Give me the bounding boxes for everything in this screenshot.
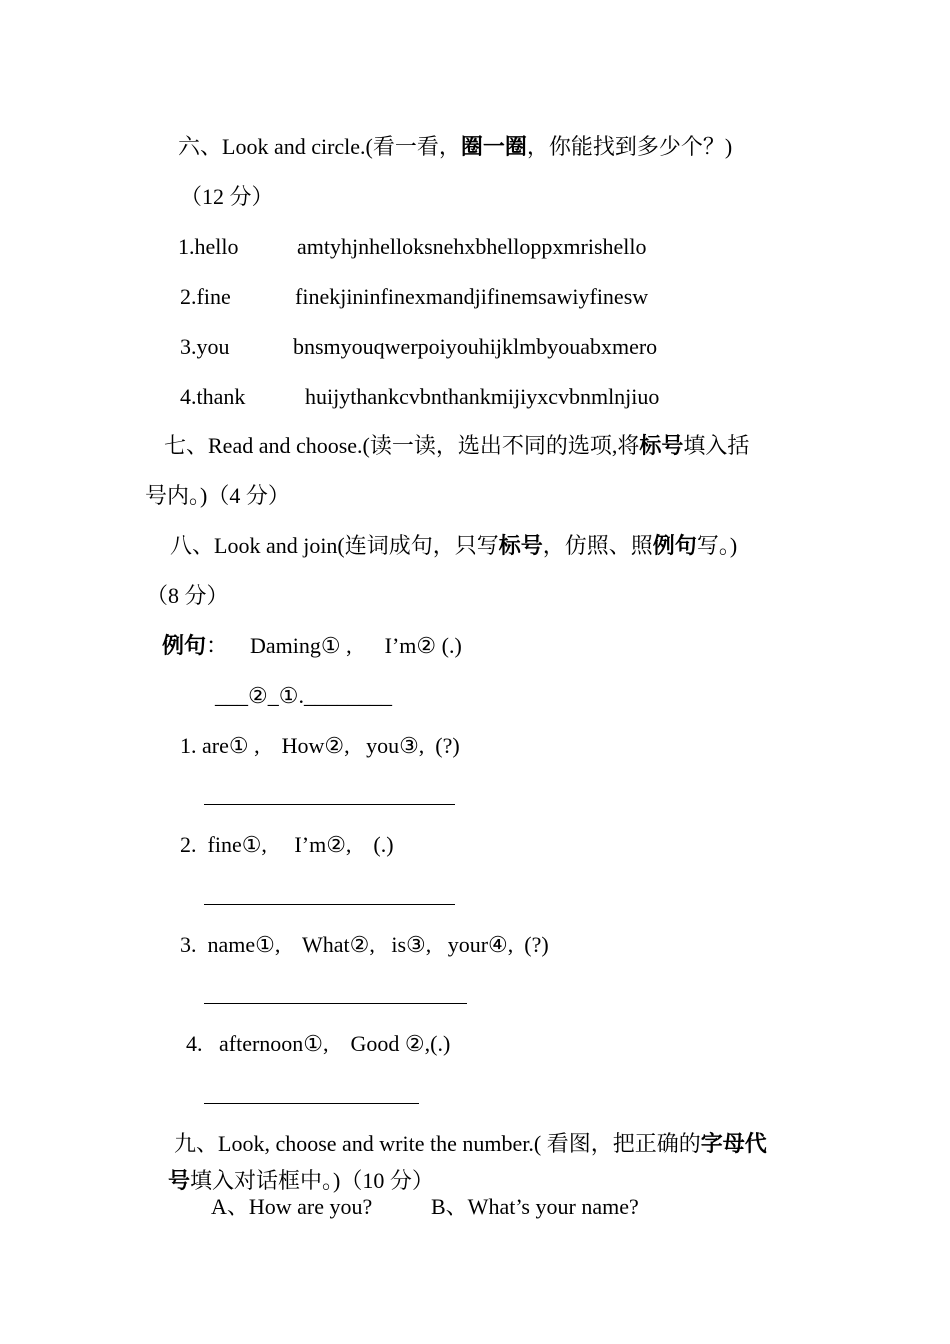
- sec6-item-word: 2.fine: [180, 284, 231, 309]
- sec6-item-letters: finekjininfinexmandjifinemsawiyfinesw: [295, 284, 649, 309]
- sec8-example-answer: ___②_①.________: [215, 683, 392, 708]
- sec8-example: 例句： Daming① , I’m② (.): [162, 633, 462, 658]
- answer-blank[interactable]: [204, 1003, 467, 1004]
- sec6-item-letters: amtyhjnhelloksnehxbhelloppxmrishello: [297, 234, 647, 259]
- sec6-item-word: 3.you: [180, 334, 230, 359]
- sec7-heading: 七、Read and choose.(读一读，选出不同的选项,将标号填入括: [164, 433, 750, 458]
- sec8-heading: 八、Look and join(连词成句，只写标号，仿照、照例句写。): [170, 533, 738, 558]
- sec8-item: 1. are① , How②, you③, (?): [180, 733, 460, 758]
- sec6-item-letters: huijythankcvbnthankmijiyxcvbnmlnjiuo: [305, 384, 660, 409]
- answer-blank[interactable]: [204, 804, 455, 805]
- sec6-item-letters: bnsmyouqwerpoiyouhijklmbyouabxmero: [293, 334, 658, 359]
- sec8-item: 2. fine①, I’m②, (.): [180, 832, 394, 857]
- sec7-heading-line2: 号内。)（4 分）: [145, 483, 290, 508]
- sec9-option-b: B、What’s your name?: [431, 1194, 639, 1219]
- sec8-item: 4. afternoon①, Good ②,(.): [186, 1031, 451, 1056]
- sec6-item-word: 1.hello: [178, 234, 239, 259]
- sec9-option-a: A、How are you?: [211, 1194, 373, 1219]
- sec6-score: （12 分）: [180, 184, 274, 209]
- answer-blank[interactable]: [204, 1103, 419, 1104]
- sec6-heading: 六、Look and circle.(看一看，圈一圈，你能找到多少个？): [178, 134, 733, 159]
- sec8-score: （8 分）: [146, 583, 229, 608]
- sec9-heading-line2: 号填入对话框中。)（10 分）: [168, 1168, 434, 1193]
- sec8-item: 3. name①, What②, is③, your④, (?): [180, 932, 549, 957]
- sec9-heading: 九、Look, choose and write the number.( 看图，把正确的字母代: [174, 1131, 767, 1156]
- answer-blank[interactable]: [204, 904, 455, 905]
- sec6-item-word: 4.thank: [180, 384, 246, 409]
